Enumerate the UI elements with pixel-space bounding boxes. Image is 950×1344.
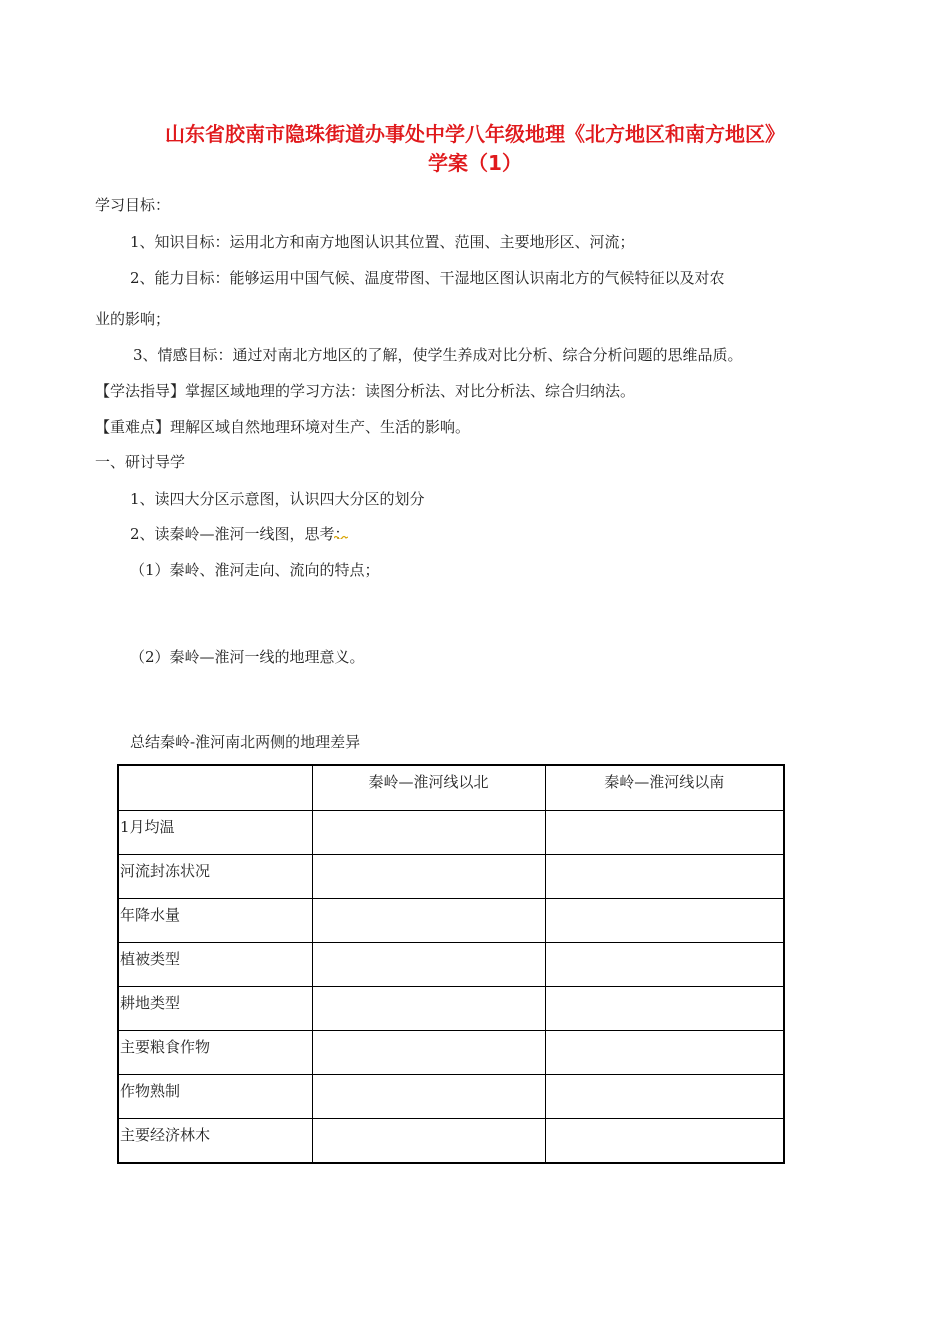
table-row [118,899,784,943]
table-row [118,811,784,855]
study-method-guidance: 【学法指导】掌握区域地理的学习方法：读图分析法、对比分析法、综合归纳法。 [95,382,636,400]
header-empty-cell [118,765,312,811]
table-header-row [118,765,784,811]
row-label: 作物熟制 [118,1075,312,1119]
south-answer-cell[interactable] [545,855,784,899]
row-label: 河流封冻状况 [118,855,312,899]
north-answer-cell[interactable] [312,855,545,899]
north-answer-cell[interactable] [312,943,545,987]
difference-table [117,764,785,1164]
objectives-heading: 学习目标： [95,196,171,214]
objective-ability-continued: 业的影响； [95,310,171,328]
north-answer-cell[interactable] [312,1075,545,1119]
document-title-line1: 山东省胶南市隐珠街道办事处中学八年级地理《北方地区和南方地区》 [165,122,785,146]
table-row [118,1075,784,1119]
spelling-underline-mark [334,535,348,539]
row-label: 植被类型 [118,943,312,987]
south-answer-cell[interactable] [545,987,784,1031]
row-label: 年降水量 [118,899,312,943]
question-2: 2、读秦岭—淮河一线图，思考： [130,525,350,543]
header-south: 秦岭—淮河线以南 [545,765,784,811]
north-answer-cell[interactable] [312,899,545,943]
north-answer-cell[interactable] [312,987,545,1031]
table-row [118,1119,784,1164]
header-north: 秦岭—淮河线以北 [312,765,545,811]
north-answer-cell[interactable] [312,1119,545,1164]
table-row [118,1031,784,1075]
table-row [118,943,784,987]
south-answer-cell[interactable] [545,1031,784,1075]
south-answer-cell[interactable] [545,943,784,987]
section-heading: 一、研讨导学 [95,453,186,471]
question-1: 1、读四大分区示意图，认识四大分区的划分 [130,490,425,508]
objective-ability: 2、能力目标：能够运用中国气候、温度带图、干湿地区图认识南北方的气候特征以及对农 [130,269,725,287]
south-answer-cell[interactable] [545,899,784,943]
document-title-line2: 学案（1） [428,151,522,175]
table-row [118,855,784,899]
table-caption: 总结秦岭-淮河南北两侧的地理差异 [130,733,361,751]
objective-knowledge: 1、知识目标：运用北方和南方地图认识其位置、范围、主要地形区、河流； [130,233,635,251]
south-answer-cell[interactable] [545,1119,784,1164]
table-row [118,987,784,1031]
row-label: 1月均温 [118,811,312,855]
south-answer-cell[interactable] [545,811,784,855]
key-difficult-points: 【重难点】理解区域自然地理环境对生产、生活的影响。 [95,418,471,436]
row-label: 耕地类型 [118,987,312,1031]
north-answer-cell[interactable] [312,811,545,855]
objective-emotion: 3、情感目标：通过对南北方地区的了解，使学生养成对比分析、综合分析问题的思维品质。 [133,346,743,364]
north-answer-cell[interactable] [312,1031,545,1075]
south-answer-cell[interactable] [545,1075,784,1119]
question-2-1: （1）秦岭、淮河走向、流向的特点； [130,561,380,579]
row-label: 主要经济林木 [118,1119,312,1164]
row-label: 主要粮食作物 [118,1031,312,1075]
question-2-2: （2）秦岭—淮河一线的地理意义。 [130,648,365,666]
